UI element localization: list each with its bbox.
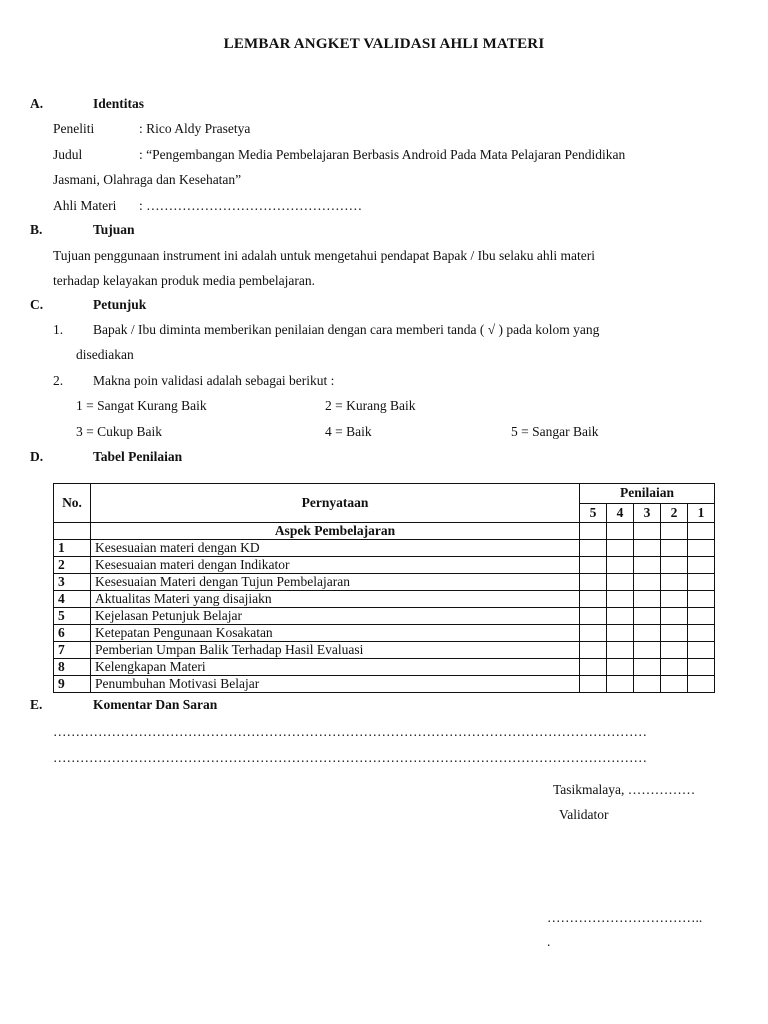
score-cell[interactable] <box>661 523 688 540</box>
score-header: 3 <box>634 503 661 523</box>
score-cell[interactable] <box>607 608 634 625</box>
table-row <box>54 659 715 676</box>
table-row <box>54 608 715 625</box>
score-cell[interactable] <box>688 659 715 676</box>
score-cell[interactable] <box>634 523 661 540</box>
score-cell[interactable] <box>580 608 607 625</box>
header-no: No. <box>54 484 91 523</box>
score-cell[interactable] <box>580 557 607 574</box>
table-row <box>54 642 715 659</box>
score-cell[interactable] <box>580 574 607 591</box>
score-cell[interactable] <box>634 642 661 659</box>
section-a-heading: Identitas <box>93 96 145 111</box>
score-cell[interactable] <box>580 625 607 642</box>
row-number: 6 <box>54 625 91 642</box>
signature-mark: . <box>547 934 551 949</box>
petunjuk-item2-number: 2. <box>53 373 64 388</box>
score-cell[interactable] <box>634 608 661 625</box>
score-cell[interactable] <box>634 625 661 642</box>
score-cell[interactable] <box>634 591 661 608</box>
score-header: 4 <box>607 503 634 523</box>
score-cell[interactable] <box>607 540 634 557</box>
score-cell[interactable] <box>607 591 634 608</box>
petunjuk-item1-number: 1. <box>53 322 64 337</box>
petunjuk-item1-line2: disediakan <box>76 347 134 362</box>
row-statement: Penumbuhan Motivasi Belajar <box>91 676 580 693</box>
section-d-letter: D. <box>30 449 44 464</box>
row-number: 9 <box>54 676 91 693</box>
score-cell[interactable] <box>661 557 688 574</box>
group-no-cell <box>54 523 91 540</box>
score-cell[interactable] <box>580 523 607 540</box>
place-date: Tasikmalaya, …………… <box>553 782 696 797</box>
score-cell[interactable] <box>634 540 661 557</box>
score-cell[interactable] <box>580 659 607 676</box>
row-number: 3 <box>54 574 91 591</box>
score-cell[interactable] <box>607 557 634 574</box>
score-cell[interactable] <box>634 676 661 693</box>
score-cell[interactable] <box>688 557 715 574</box>
score-cell[interactable] <box>661 642 688 659</box>
comment-line-1[interactable]: …………………………………………………………………………………………………………………… <box>53 724 647 739</box>
peneliti-label: Peneliti <box>53 121 95 136</box>
ahli-materi-label: Ahli Materi <box>53 198 117 213</box>
judul-value-line1: : “Pengembangan Media Pembelajaran Berbasis Android Pada Mata Pelajaran Pendidikan <box>139 147 626 162</box>
row-statement: Aktualitas Materi yang disajiakn <box>91 591 580 608</box>
group-label: Aspek Pembelajaran <box>91 523 580 540</box>
ahli-materi-value: : ………………………………………… <box>139 198 363 213</box>
header-pernyataan: Pernyataan <box>91 484 580 523</box>
section-d-heading: Tabel Penilaian <box>93 449 183 464</box>
signature-name-line: …………………………….. <box>547 910 703 925</box>
validator-label: Validator <box>559 807 609 822</box>
comment-line-2[interactable]: …………………………………………………………………………………………………………………… <box>53 750 647 765</box>
table-row <box>54 625 715 642</box>
row-number: 1 <box>54 540 91 557</box>
section-c-heading: Petunjuk <box>93 297 147 312</box>
score-cell[interactable] <box>634 574 661 591</box>
table-row <box>54 591 715 608</box>
score-header: 5 <box>580 503 607 523</box>
score-header: 1 <box>688 503 715 523</box>
scale-3: 3 = Cukup Baik <box>76 424 162 439</box>
row-statement: Ketepatan Pengunaan Kosakatan <box>91 625 580 642</box>
tujuan-line2: terhadap kelayakan produk media pembelajaran. <box>53 273 316 288</box>
score-cell[interactable] <box>580 642 607 659</box>
score-cell[interactable] <box>688 642 715 659</box>
table-row <box>54 676 715 693</box>
score-cell[interactable] <box>580 540 607 557</box>
row-statement: Kesesuaian materi dengan Indikator <box>91 557 580 574</box>
score-cell[interactable] <box>688 676 715 693</box>
header-penilaian: Penilaian <box>580 484 715 504</box>
score-cell[interactable] <box>688 625 715 642</box>
score-cell[interactable] <box>580 676 607 693</box>
score-cell[interactable] <box>607 676 634 693</box>
scale-5: 5 = Sangar Baik <box>511 424 599 439</box>
score-cell[interactable] <box>661 574 688 591</box>
score-cell[interactable] <box>688 574 715 591</box>
scale-1: 1 = Sangat Kurang Baik <box>76 398 207 413</box>
table-row <box>54 574 715 591</box>
section-a-letter: A. <box>30 96 44 111</box>
assessment-table <box>53 483 715 693</box>
document-title: LEMBAR ANGKET VALIDASI AHLI MATERI <box>223 36 545 52</box>
section-b-heading: Tujuan <box>93 222 135 237</box>
row-number: 4 <box>54 591 91 608</box>
score-cell[interactable] <box>688 523 715 540</box>
score-cell[interactable] <box>661 540 688 557</box>
scale-2: 2 = Kurang Baik <box>325 398 416 413</box>
row-number: 2 <box>54 557 91 574</box>
score-cell[interactable] <box>688 591 715 608</box>
row-statement: Pemberian Umpan Balik Terhadap Hasil Evaluasi <box>91 642 580 659</box>
table-group-row <box>54 523 715 540</box>
score-cell[interactable] <box>634 557 661 574</box>
section-e-heading: Komentar Dan Saran <box>93 697 218 712</box>
score-cell[interactable] <box>688 540 715 557</box>
score-cell[interactable] <box>661 608 688 625</box>
table-row <box>54 557 715 574</box>
section-e-letter: E. <box>30 697 43 712</box>
table-row <box>54 540 715 557</box>
score-header: 2 <box>661 503 688 523</box>
row-number: 7 <box>54 642 91 659</box>
petunjuk-item2-text: Makna poin validasi adalah sebagai berikut : <box>93 373 335 388</box>
scale-4: 4 = Baik <box>325 424 372 439</box>
section-c-letter: C. <box>30 297 44 312</box>
row-number: 8 <box>54 659 91 676</box>
judul-label: Judul <box>53 147 83 162</box>
score-cell[interactable] <box>607 659 634 676</box>
row-statement: Kejelasan Petunjuk Belajar <box>91 608 580 625</box>
score-cell[interactable] <box>607 574 634 591</box>
peneliti-value: : Rico Aldy Prasetya <box>139 121 251 136</box>
tujuan-line1: Tujuan penggunaan instrument ini adalah untuk mengetahui pendapat Bapak / Ibu selaku ahli materi <box>53 248 595 263</box>
judul-value-line2: Jasmani, Olahraga dan Kesehatan” <box>53 172 242 187</box>
score-cell[interactable] <box>661 676 688 693</box>
petunjuk-item1-line1: Bapak / Ibu diminta memberikan penilaian dengan cara memberi tanda ( √ ) pada kolom yang <box>93 322 600 337</box>
row-statement: Kesesuaian materi dengan KD <box>91 540 580 557</box>
score-cell[interactable] <box>634 659 661 676</box>
score-cell[interactable] <box>661 659 688 676</box>
score-cell[interactable] <box>661 591 688 608</box>
score-cell[interactable] <box>607 642 634 659</box>
table-header-row <box>54 484 715 504</box>
score-cell[interactable] <box>607 625 634 642</box>
score-cell[interactable] <box>607 523 634 540</box>
score-cell[interactable] <box>580 591 607 608</box>
score-cell[interactable] <box>688 608 715 625</box>
row-number: 5 <box>54 608 91 625</box>
row-statement: Kelengkapan Materi <box>91 659 580 676</box>
score-cell[interactable] <box>661 625 688 642</box>
section-b-letter: B. <box>30 222 43 237</box>
row-statement: Kesesuaian Materi dengan Tujun Pembelajaran <box>91 574 580 591</box>
